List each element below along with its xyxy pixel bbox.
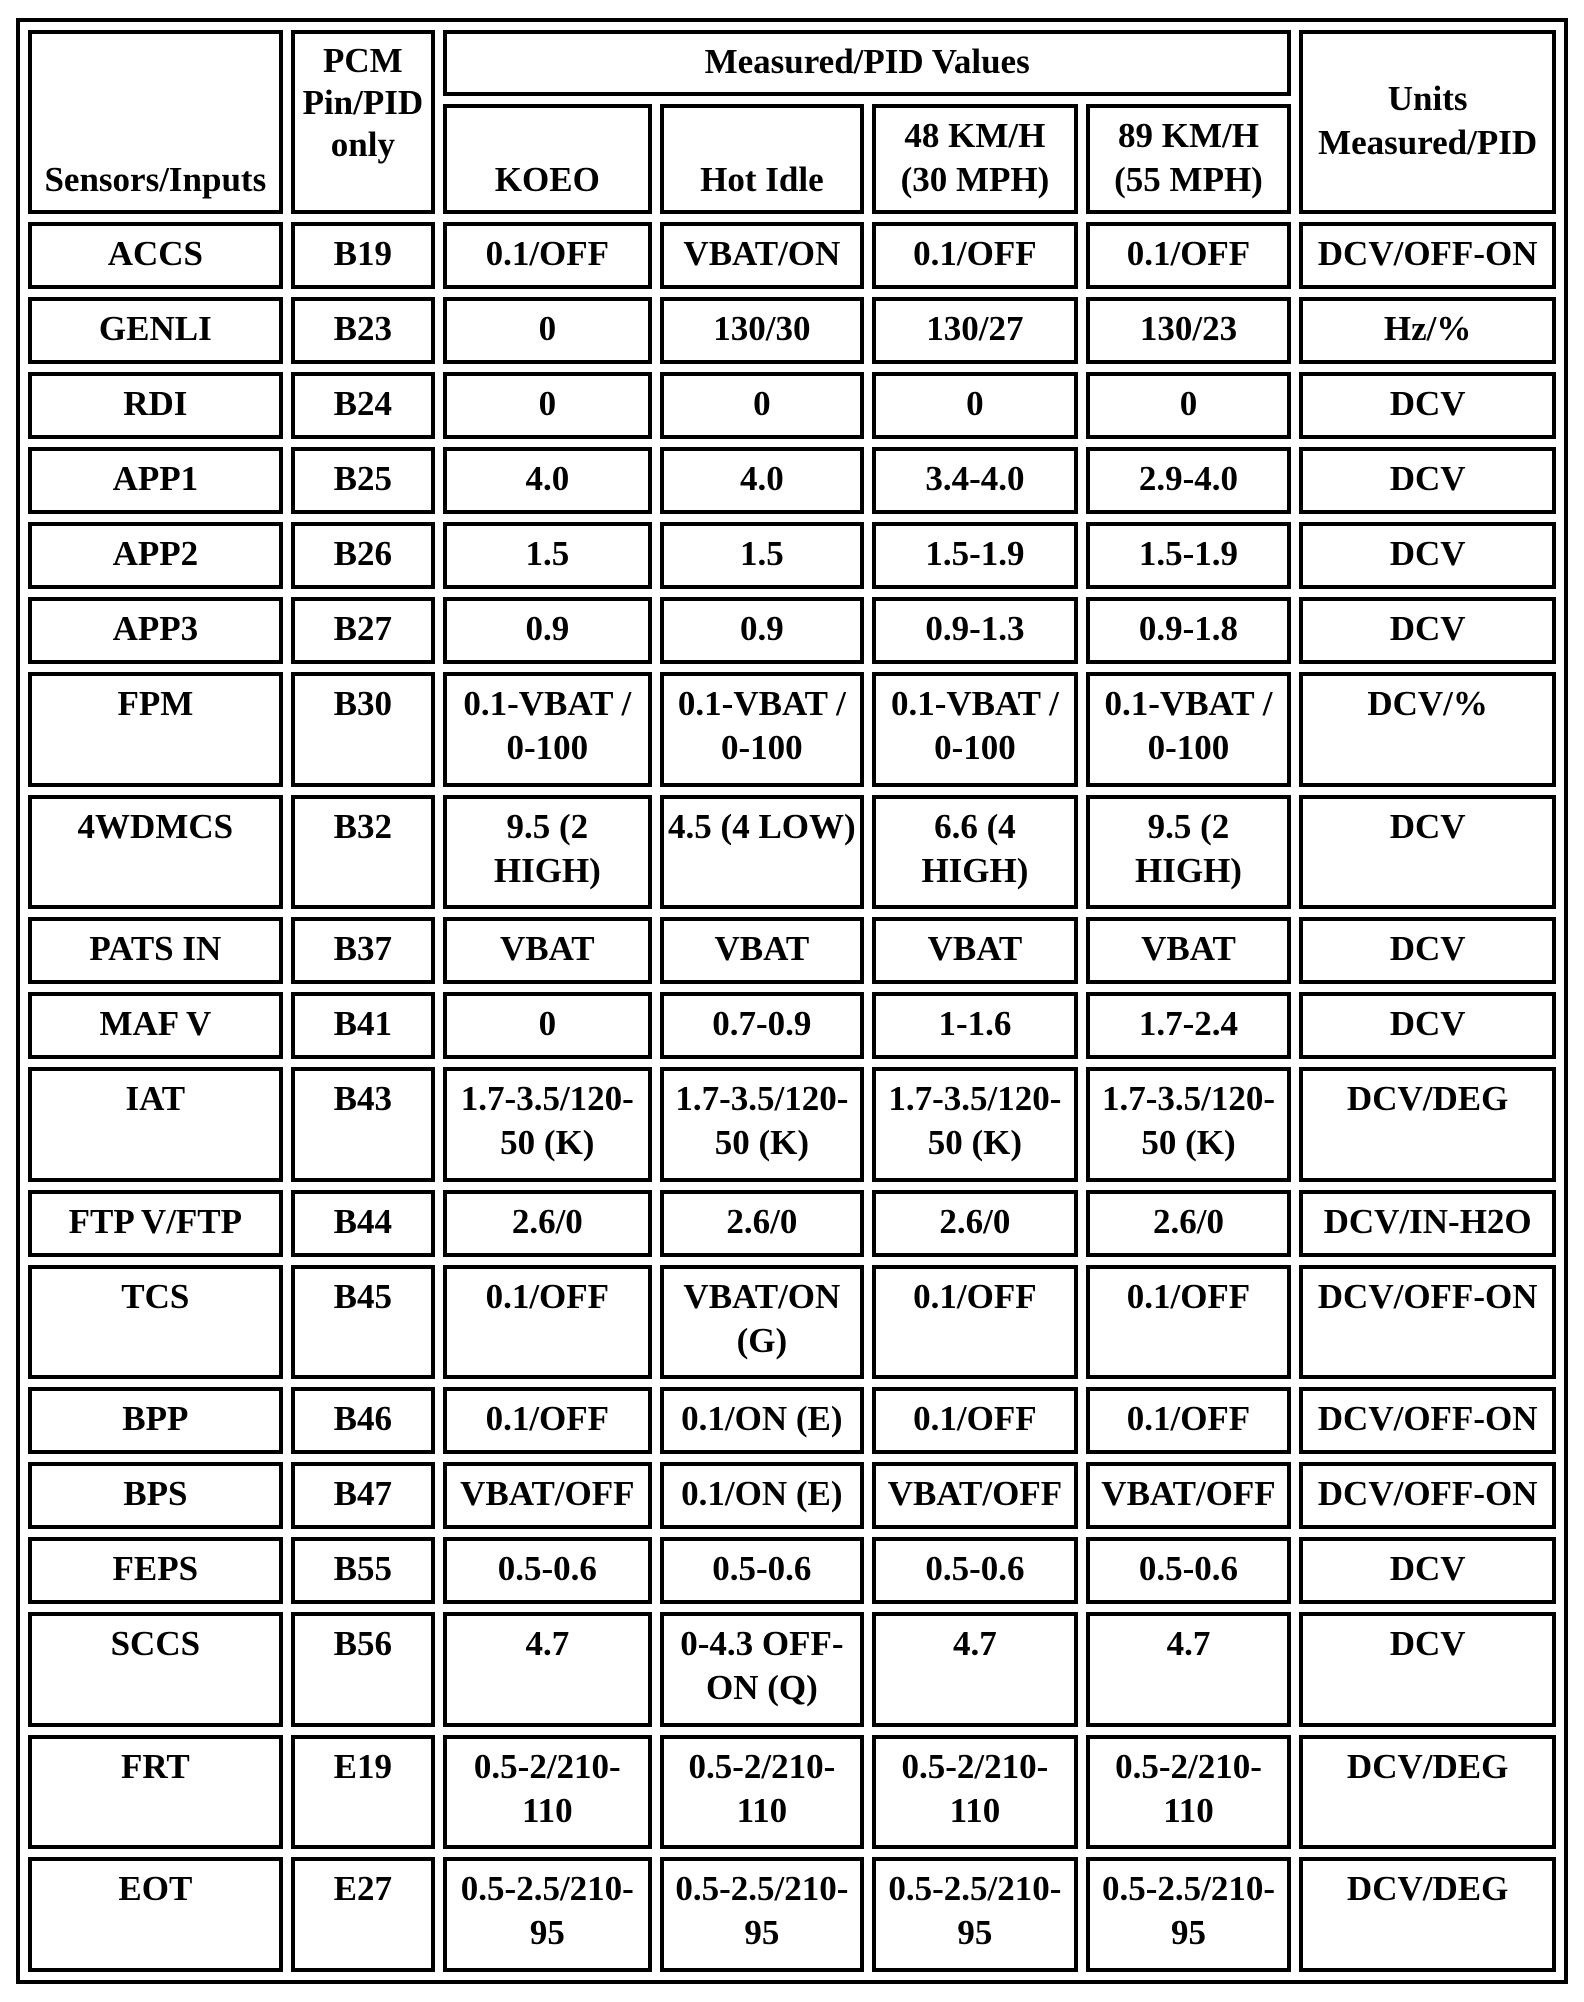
header-hot-idle: Hot Idle [660, 104, 865, 214]
cell-units: DCV [1299, 917, 1556, 984]
cell-koeo: 2.6/0 [443, 1190, 652, 1257]
cell-pin: B32 [291, 795, 435, 910]
cell-units: DCV/DEG [1299, 1857, 1556, 1972]
cell-units: DCV/% [1299, 672, 1556, 787]
cell-48kmh: 4.7 [872, 1612, 1078, 1727]
header-units: Units Measured/PID [1299, 30, 1556, 214]
cell-koeo: 0.5-0.6 [443, 1537, 652, 1604]
cell-hot-idle: 130/30 [660, 297, 865, 364]
header-koeo: KOEO [443, 104, 652, 214]
table-row [28, 597, 1556, 664]
cell-sensor: SCCS [28, 1612, 283, 1727]
cell-units: DCV/IN-H2O [1299, 1190, 1556, 1257]
cell-koeo: 0 [443, 372, 652, 439]
table-row [28, 1537, 1556, 1604]
cell-sensor: RDI [28, 372, 283, 439]
cell-sensor: 4WDMCS [28, 795, 283, 910]
cell-units: DCV [1299, 372, 1556, 439]
cell-pin: B24 [291, 372, 435, 439]
cell-koeo: 4.7 [443, 1612, 652, 1727]
cell-pin: B45 [291, 1265, 435, 1380]
header-pcm-pin: PCM Pin/PID only [291, 30, 435, 214]
cell-48kmh: 130/27 [872, 297, 1078, 364]
cell-koeo: 0 [443, 992, 652, 1059]
cell-89kmh: 0.5-2.5/210-95 [1086, 1857, 1292, 1972]
cell-units: DCV [1299, 1612, 1556, 1727]
table-row [28, 672, 1556, 787]
cell-pin: B55 [291, 1537, 435, 1604]
cell-units: DCV/OFF-ON [1299, 222, 1556, 289]
cell-89kmh: 0.1/OFF [1086, 1387, 1292, 1454]
cell-48kmh: 0.1/OFF [872, 1265, 1078, 1380]
cell-hot-idle: 0.7-0.9 [660, 992, 865, 1059]
cell-koeo: 0.5-2/210-110 [443, 1735, 652, 1850]
cell-pin: B41 [291, 992, 435, 1059]
cell-hot-idle: 0.1/ON (E) [660, 1387, 865, 1454]
cell-koeo: 0 [443, 297, 652, 364]
cell-pin: B25 [291, 447, 435, 514]
cell-sensor: IAT [28, 1067, 283, 1182]
cell-hot-idle: 0-4.3 OFF-ON (Q) [660, 1612, 865, 1727]
cell-sensor: TCS [28, 1265, 283, 1380]
cell-hot-idle: 4.0 [660, 447, 865, 514]
cell-sensor: BPP [28, 1387, 283, 1454]
cell-89kmh: 0.9-1.8 [1086, 597, 1292, 664]
cell-koeo: 0.9 [443, 597, 652, 664]
cell-units: DCV/DEG [1299, 1735, 1556, 1850]
cell-units: DCV [1299, 992, 1556, 1059]
cell-sensor: APP1 [28, 447, 283, 514]
cell-koeo: 0.1/OFF [443, 1265, 652, 1380]
header-sensors: Sensors/Inputs [28, 30, 283, 214]
cell-units: DCV/OFF-ON [1299, 1462, 1556, 1529]
cell-89kmh: 9.5 (2 HIGH) [1086, 795, 1292, 910]
table-row [28, 222, 1556, 289]
cell-89kmh: 1.5-1.9 [1086, 522, 1292, 589]
cell-89kmh: 2.9-4.0 [1086, 447, 1292, 514]
cell-pin: B30 [291, 672, 435, 787]
cell-pin: B44 [291, 1190, 435, 1257]
table-row [28, 1857, 1556, 1972]
cell-89kmh: 0 [1086, 372, 1292, 439]
cell-units: DCV [1299, 1537, 1556, 1604]
header-row-1 [28, 30, 1556, 96]
header-measured: Measured/PID Values [443, 30, 1291, 96]
cell-pin: B47 [291, 1462, 435, 1529]
cell-89kmh: 0.5-0.6 [1086, 1537, 1292, 1604]
cell-48kmh: VBAT/OFF [872, 1462, 1078, 1529]
cell-48kmh: 1-1.6 [872, 992, 1078, 1059]
cell-koeo: 4.0 [443, 447, 652, 514]
cell-sensor: FTP V/FTP [28, 1190, 283, 1257]
cell-koeo: VBAT/OFF [443, 1462, 652, 1529]
cell-units: DCV/OFF-ON [1299, 1387, 1556, 1454]
cell-koeo: 1.5 [443, 522, 652, 589]
cell-koeo: 0.5-2.5/210-95 [443, 1857, 652, 1972]
cell-pin: B23 [291, 297, 435, 364]
pid-values-table [16, 18, 1568, 1984]
table-row [28, 1462, 1556, 1529]
table-row [28, 522, 1556, 589]
cell-sensor: FRT [28, 1735, 283, 1850]
cell-hot-idle: 0.1/ON (E) [660, 1462, 865, 1529]
cell-units: Hz/% [1299, 297, 1556, 364]
cell-48kmh: 0 [872, 372, 1078, 439]
table-row [28, 1067, 1556, 1182]
table-row [28, 447, 1556, 514]
table-row [28, 917, 1556, 984]
cell-48kmh: 1.7-3.5/120-50 (K) [872, 1067, 1078, 1182]
cell-pin: E19 [291, 1735, 435, 1850]
cell-hot-idle: 1.7-3.5/120-50 (K) [660, 1067, 865, 1182]
cell-hot-idle: VBAT/ON (G) [660, 1265, 865, 1380]
cell-89kmh: VBAT [1086, 917, 1292, 984]
cell-89kmh: 0.1-VBAT / 0-100 [1086, 672, 1292, 787]
cell-pin: B37 [291, 917, 435, 984]
cell-hot-idle: VBAT/ON [660, 222, 865, 289]
cell-koeo: 0.1-VBAT / 0-100 [443, 672, 652, 787]
cell-sensor: FPM [28, 672, 283, 787]
header-48kmh: 48 KM/H (30 MPH) [872, 104, 1078, 214]
cell-hot-idle: 4.5 (4 LOW) [660, 795, 865, 910]
cell-sensor: PATS IN [28, 917, 283, 984]
cell-48kmh: 6.6 (4 HIGH) [872, 795, 1078, 910]
cell-48kmh: 0.5-2/210-110 [872, 1735, 1078, 1850]
cell-48kmh: 0.1/OFF [872, 1387, 1078, 1454]
cell-sensor: FEPS [28, 1537, 283, 1604]
cell-pin: B27 [291, 597, 435, 664]
cell-pin: B43 [291, 1067, 435, 1182]
cell-hot-idle: 0.5-2/210-110 [660, 1735, 865, 1850]
cell-48kmh: 0.9-1.3 [872, 597, 1078, 664]
cell-89kmh: 2.6/0 [1086, 1190, 1292, 1257]
cell-units: DCV [1299, 597, 1556, 664]
cell-sensor: GENLI [28, 297, 283, 364]
cell-89kmh: 4.7 [1086, 1612, 1292, 1727]
cell-89kmh: 0.1/OFF [1086, 222, 1292, 289]
cell-48kmh: 0.5-0.6 [872, 1537, 1078, 1604]
cell-hot-idle: 2.6/0 [660, 1190, 865, 1257]
cell-units: DCV/DEG [1299, 1067, 1556, 1182]
table-row [28, 992, 1556, 1059]
cell-hot-idle: 0.1-VBAT / 0-100 [660, 672, 865, 787]
cell-units: DCV/OFF-ON [1299, 1265, 1556, 1380]
cell-hot-idle: 0.5-0.6 [660, 1537, 865, 1604]
cell-hot-idle: 1.5 [660, 522, 865, 589]
table-row [28, 1735, 1556, 1850]
cell-hot-idle: 0 [660, 372, 865, 439]
cell-sensor: BPS [28, 1462, 283, 1529]
cell-pin: B46 [291, 1387, 435, 1454]
cell-koeo: 1.7-3.5/120-50 (K) [443, 1067, 652, 1182]
cell-48kmh: VBAT [872, 917, 1078, 984]
cell-pin: E27 [291, 1857, 435, 1972]
cell-89kmh: 1.7-3.5/120-50 (K) [1086, 1067, 1292, 1182]
table-row [28, 795, 1556, 910]
cell-pin: B56 [291, 1612, 435, 1727]
cell-units: DCV [1299, 795, 1556, 910]
cell-89kmh: 1.7-2.4 [1086, 992, 1292, 1059]
table-row [28, 1387, 1556, 1454]
cell-89kmh: 130/23 [1086, 297, 1292, 364]
table-row [28, 1190, 1556, 1257]
table-row [28, 372, 1556, 439]
table-row [28, 1612, 1556, 1727]
cell-pin: B26 [291, 522, 435, 589]
table-body [28, 222, 1556, 1972]
cell-hot-idle: 0.9 [660, 597, 865, 664]
cell-sensor: MAF V [28, 992, 283, 1059]
cell-89kmh: 0.5-2/210-110 [1086, 1735, 1292, 1850]
cell-pin: B19 [291, 222, 435, 289]
cell-48kmh: 2.6/0 [872, 1190, 1078, 1257]
cell-48kmh: 3.4-4.0 [872, 447, 1078, 514]
cell-89kmh: 0.1/OFF [1086, 1265, 1292, 1380]
table-row [28, 297, 1556, 364]
cell-48kmh: 0.1/OFF [872, 222, 1078, 289]
cell-sensor: EOT [28, 1857, 283, 1972]
cell-sensor: APP3 [28, 597, 283, 664]
table-row [28, 1265, 1556, 1380]
cell-koeo: 9.5 (2 HIGH) [443, 795, 652, 910]
cell-89kmh: VBAT/OFF [1086, 1462, 1292, 1529]
cell-hot-idle: VBAT [660, 917, 865, 984]
cell-units: DCV [1299, 522, 1556, 589]
cell-sensor: APP2 [28, 522, 283, 589]
header-89kmh: 89 KM/H (55 MPH) [1086, 104, 1292, 214]
cell-hot-idle: 0.5-2.5/210-95 [660, 1857, 865, 1972]
cell-koeo: 0.1/OFF [443, 222, 652, 289]
cell-koeo: 0.1/OFF [443, 1387, 652, 1454]
cell-sensor: ACCS [28, 222, 283, 289]
cell-48kmh: 0.1-VBAT / 0-100 [872, 672, 1078, 787]
cell-units: DCV [1299, 447, 1556, 514]
cell-koeo: VBAT [443, 917, 652, 984]
cell-48kmh: 0.5-2.5/210-95 [872, 1857, 1078, 1972]
cell-48kmh: 1.5-1.9 [872, 522, 1078, 589]
